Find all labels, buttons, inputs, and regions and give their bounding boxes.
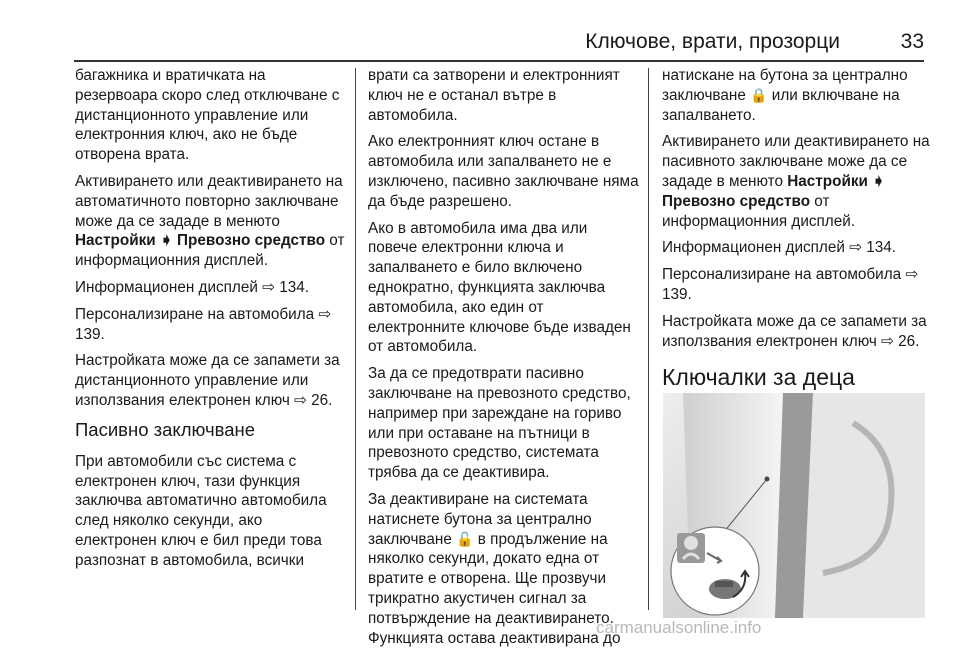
door-panel	[803, 393, 925, 618]
cross-reference: Персонализиране на автомобила ⇨ 139.	[662, 266, 919, 303]
child-lock-illustration	[663, 393, 925, 618]
paragraph: Ако в автомобила има два или повече електронни ключа и запалването е било включено еднократно, функцията заключва автомобила, ако един от електронните ключове бъде изваден от автомобила.	[368, 219, 631, 356]
column-left	[75, 66, 348, 578]
paragraph: Настройката може да се запамети за дистанционното управление или използвания електронен ключ ⇨ 26.	[75, 352, 340, 409]
paragraph: За да се предотврати пасивно заключване на превозното средство, например при зареждане на гориво или при оставане на пътници в превозното средство, системата трябва да се деактивира.	[368, 365, 631, 482]
page-header	[0, 26, 960, 56]
paragraph-text: от информационния дисплей.	[662, 192, 856, 230]
paragraph: врати са затворени и електронният ключ не е останал вътре в автомобила.	[368, 67, 620, 124]
paragraph-text: Активирането или деактивирането на пасивното заключване може да се зададе в менюто	[662, 133, 930, 190]
header-rule	[74, 60, 924, 62]
paragraph-text: За деактивиране на системата натиснете бутона за централно заключване	[368, 490, 592, 548]
paragraph	[75, 172, 348, 271]
menu-path: Настройки ➧ Превозно средство	[662, 172, 885, 210]
paragraph: багажника и вратичката на резервоара скоро след отключване с дистанционното управление или електронния ключ, ако не бъде отворена врата.	[75, 67, 340, 164]
column-middle	[368, 66, 640, 655]
paragraph-text: Активирането или деактивирането на автоматичното повторно заключване може да се зададе в менюто	[75, 172, 343, 230]
column-divider	[355, 68, 356, 610]
watermark: carmanualsonline.info	[596, 618, 762, 637]
paragraph-text: в продължение на няколко секунди, докато една от вратите е отворена. Ще прозвучи трикратно акустичен сигнал за потвърждение на деактивирането. Функцията остава деактивирана до	[368, 530, 621, 647]
paragraph: При автомобили със система с електронен ключ, тази функция заключва автоматично автомобила след няколко секунди, ако електронен ключ е бил преди това разпознат в автомобила, всички	[75, 452, 327, 569]
cross-reference: Информационен дисплей ⇨ 134.	[75, 278, 310, 296]
menu-path: Настройки ➧ Превозно средство	[75, 232, 326, 250]
column-right	[662, 66, 930, 407]
paragraph: Ако електронният ключ остане в автомобила или запалването не е изключено, пасивно заключване няма да бъде разрешено.	[368, 133, 639, 210]
cross-reference: Персонализиране на автомобила ⇨ 139.	[75, 305, 332, 343]
lock-icon: 🔒	[750, 86, 768, 103]
section-heading: Ключалки за деца	[662, 364, 855, 391]
paragraph	[662, 132, 930, 231]
paragraph-text: от информационния дисплей.	[75, 232, 345, 270]
cross-reference: Информационен дисплей ⇨ 134.	[662, 239, 897, 257]
paragraph-text: натискане на бутона за централно заключване	[662, 67, 908, 104]
column-divider	[648, 68, 649, 610]
page-number: 33	[900, 30, 924, 53]
paragraph-text: или включване на запалването.	[662, 86, 900, 124]
section-heading: Пасивно заключване	[75, 418, 256, 440]
chapter-title: Ключове, врати, прозорци	[585, 30, 840, 53]
unlock-icon: 🔓	[456, 530, 474, 547]
paragraph: Настройката може да се запамети за използвания електронен ключ ⇨ 26.	[662, 312, 927, 350]
paragraph	[662, 66, 930, 125]
